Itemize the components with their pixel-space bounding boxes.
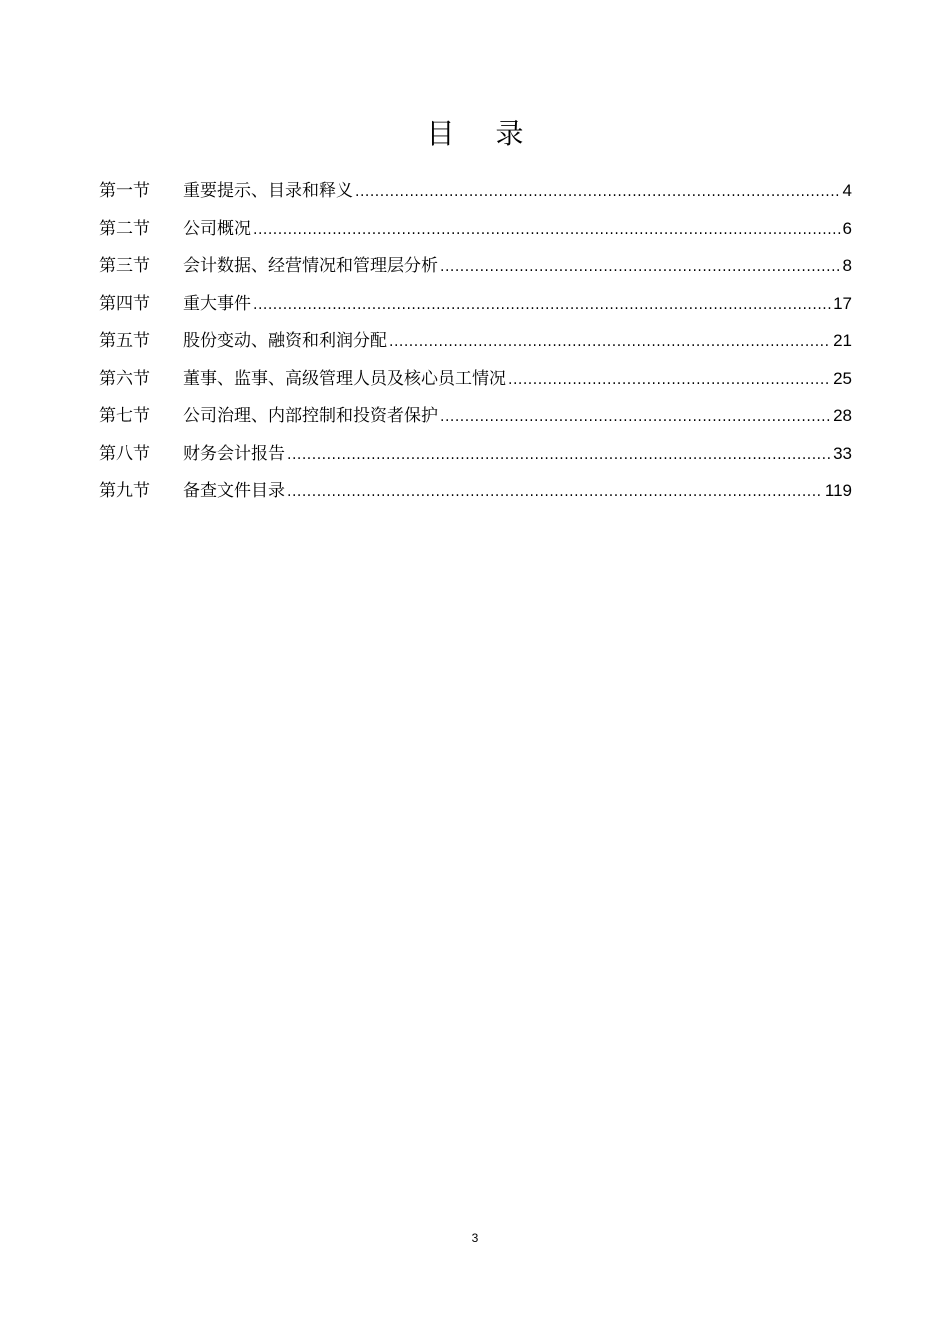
page-title: 目 录: [426, 117, 540, 150]
toc-section-title: 股份变动、融资和利润分配: [183, 331, 387, 351]
toc-page-number: 8: [842, 256, 852, 275]
toc-entry[interactable]: [99, 397, 852, 435]
toc-page-number: 17: [833, 293, 852, 313]
toc-section-number: 第四节: [99, 293, 150, 314]
toc-section-number: 第五节: [99, 331, 150, 351]
toc-entry[interactable]: [99, 435, 852, 473]
toc-section-number: 第七节: [99, 406, 150, 426]
toc-entry[interactable]: [99, 322, 852, 360]
toc-dot-leader: [253, 212, 841, 250]
toc-section-title: 公司概况: [183, 218, 251, 239]
toc-dot-leader: [440, 249, 841, 287]
toc-page-number: 33: [833, 443, 852, 463]
toc-dot-leader: [389, 324, 831, 362]
toc-entry[interactable]: [99, 247, 852, 285]
toc-section-number: 第六节: [99, 368, 150, 389]
toc-section-title: 备查文件目录: [183, 481, 285, 501]
toc-section-number: 第九节: [99, 481, 150, 501]
toc-section-number: 第二节: [99, 218, 150, 239]
toc-section-number: 第八节: [99, 443, 150, 464]
toc-page-number: 25: [833, 368, 852, 388]
toc-page-number: 28: [833, 406, 852, 425]
toc-entry[interactable]: [99, 472, 852, 510]
toc-entry[interactable]: [99, 360, 852, 398]
toc-section-number: 第三节: [99, 256, 150, 276]
toc-page-number: 4: [842, 181, 852, 200]
toc-dot-leader: [287, 474, 823, 512]
toc-section-title: 公司治理、内部控制和投资者保护: [183, 406, 438, 426]
toc-dot-leader: [355, 174, 841, 212]
page-footer-number: 3: [471, 1231, 479, 1245]
toc-entry[interactable]: [99, 285, 852, 323]
toc-section-title: 财务会计报告: [183, 443, 285, 464]
table-of-contents: [99, 172, 852, 510]
toc-page-number: 21: [833, 331, 852, 350]
toc-section-title: 重大事件: [183, 293, 251, 314]
toc-page-number: 6: [842, 218, 852, 238]
toc-section-title: 重要提示、目录和释义: [183, 181, 353, 201]
toc-section-title: 董事、监事、高级管理人员及核心员工情况: [183, 368, 506, 389]
toc-entry[interactable]: [99, 210, 852, 248]
toc-entry[interactable]: [99, 172, 852, 210]
toc-dot-leader: [253, 287, 831, 325]
toc-dot-leader: [440, 399, 831, 437]
toc-section-title: 会计数据、经营情况和管理层分析: [183, 256, 438, 276]
toc-dot-leader: [508, 362, 831, 400]
toc-page-number: 119: [824, 481, 852, 500]
toc-section-number: 第一节: [99, 181, 150, 201]
toc-dot-leader: [287, 437, 831, 475]
